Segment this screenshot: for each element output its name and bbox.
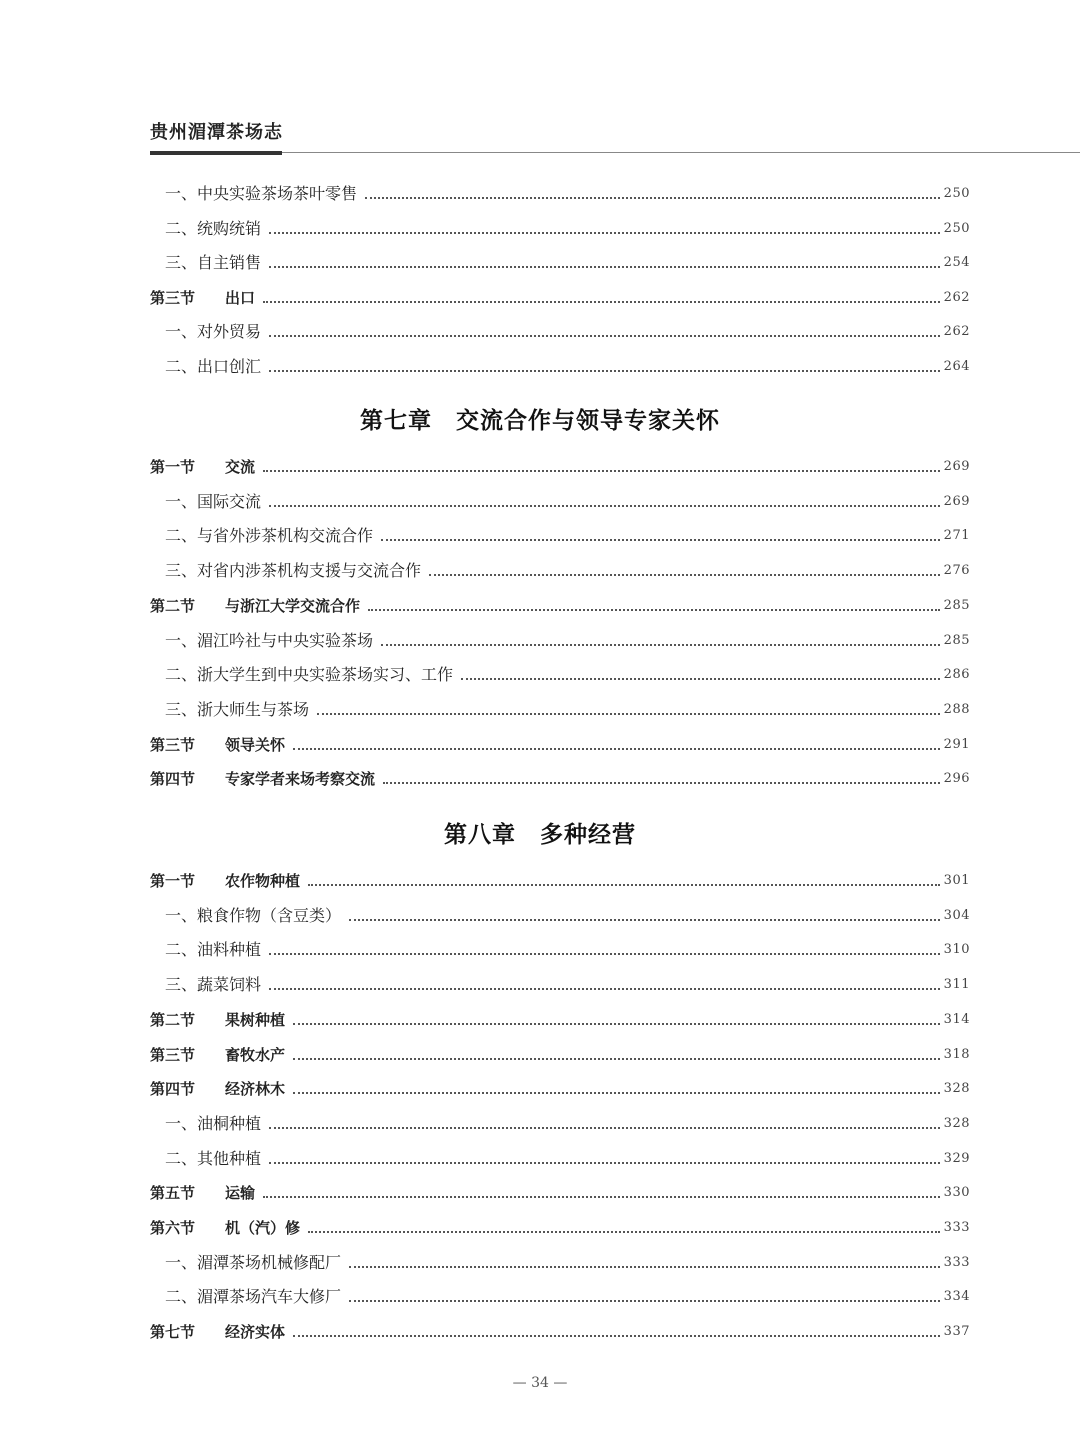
header-rule <box>150 152 1080 153</box>
page-ref: 329 <box>943 1150 970 1166</box>
toc-subentry[interactable] <box>165 1249 970 1273</box>
dot-leader <box>269 505 940 507</box>
dot-leader <box>269 988 940 990</box>
page-ref: 311 <box>943 977 970 993</box>
section-number: 第五节 <box>150 1184 196 1203</box>
page-ref: 291 <box>943 736 970 752</box>
entry-title: 三、对省内涉茶机构支援与交流合作 <box>165 561 422 581</box>
page-ref: 269 <box>943 493 970 509</box>
page-ref: 330 <box>943 1185 970 1201</box>
entry-title: 一、中央实验茶场茶叶零售 <box>165 184 358 203</box>
toc-section-entry[interactable] <box>150 1006 970 1030</box>
page-number: — 34 — <box>512 1375 568 1391</box>
section-number: 第六节 <box>150 1219 196 1237</box>
toc-subentry[interactable] <box>165 661 970 685</box>
entry-title: 一、粮食作物（含豆类） <box>165 905 342 925</box>
chapter-title-7: 第七章 交流合作与领导专家关怀 <box>360 407 720 434</box>
section-number: 第二节 <box>150 596 196 615</box>
toc-subentry[interactable] <box>165 557 970 581</box>
entry-title: 专家学者来场考察交流 <box>225 770 376 789</box>
entry-title: 经济实体 <box>225 1323 286 1342</box>
toc-subentry[interactable] <box>165 1145 970 1169</box>
toc-subentry[interactable] <box>165 488 970 512</box>
toc-subentry[interactable] <box>165 522 970 546</box>
toc-section-entry[interactable] <box>150 284 970 308</box>
page-ref: 328 <box>943 1115 970 1131</box>
dot-leader <box>269 266 940 268</box>
dot-leader <box>349 1266 940 1268</box>
toc-section-entry[interactable] <box>150 592 970 616</box>
dot-leader <box>269 1127 940 1129</box>
dot-leader <box>293 748 940 750</box>
section-number: 第三节 <box>150 735 196 754</box>
entry-title: 二、湄潭茶场汽车大修厂 <box>165 1287 342 1307</box>
entry-title: 一、湄潭茶场机械修配厂 <box>165 1252 342 1272</box>
entry-title: 农作物种植 <box>225 872 301 890</box>
entry-title: 三、浙大师生与茶场 <box>165 699 310 719</box>
section-number: 第一节 <box>150 458 196 476</box>
entry-title: 一、国际交流 <box>165 491 262 511</box>
page-ref: 318 <box>943 1046 970 1062</box>
page-ref: 269 <box>943 459 970 474</box>
dot-leader <box>293 1335 940 1337</box>
entry-title: 一、油桐种植 <box>165 1113 262 1133</box>
dot-leader <box>383 782 940 784</box>
toc-subentry[interactable] <box>165 971 970 995</box>
toc-section-entry[interactable] <box>150 1318 970 1342</box>
page-ref: 301 <box>943 873 970 888</box>
page-ref: 285 <box>943 632 970 648</box>
dot-leader <box>317 713 940 715</box>
section-number: 第七节 <box>150 1323 196 1342</box>
entry-title: 三、自主销售 <box>165 253 262 273</box>
entry-title: 二、浙大学生到中央实验茶场实习、工作 <box>165 665 454 685</box>
page-ref: 254 <box>943 255 970 271</box>
entry-title: 二、统购统销 <box>165 218 262 238</box>
section-number: 第三节 <box>150 288 196 307</box>
entry-title: 与浙江大学交流合作 <box>225 596 361 615</box>
section-number: 第三节 <box>150 1045 196 1064</box>
dot-leader <box>461 678 940 680</box>
entry-title: 二、出口创汇 <box>165 357 262 376</box>
dot-leader <box>365 197 940 199</box>
entry-title: 机（汽）修 <box>225 1219 301 1237</box>
entry-title: 二、油料种植 <box>165 940 262 960</box>
dot-leader <box>293 1023 940 1025</box>
page-ref: 250 <box>943 186 970 201</box>
page-ref: 296 <box>943 771 970 787</box>
entry-title: 一、对外贸易 <box>165 322 262 342</box>
dot-leader <box>349 1300 940 1302</box>
dot-leader <box>293 1092 940 1094</box>
toc-section-entry[interactable] <box>150 1075 970 1099</box>
entry-title: 三、蔬菜饲料 <box>165 975 262 995</box>
page-ref: 264 <box>943 359 970 374</box>
dot-leader <box>308 884 940 886</box>
page-ref: 271 <box>943 528 970 544</box>
page-ref: 285 <box>943 597 970 613</box>
entry-title: 运输 <box>225 1184 256 1203</box>
dot-leader <box>269 953 940 955</box>
running-header: 贵州湄潭茶场志 <box>150 122 283 143</box>
dot-leader <box>269 370 940 372</box>
section-number: 第二节 <box>150 1010 196 1029</box>
dot-leader <box>263 301 940 303</box>
toc-subentry[interactable] <box>165 353 970 377</box>
page-ref: 337 <box>943 1324 970 1340</box>
toc-subentry[interactable] <box>165 936 970 960</box>
page-ref: 276 <box>943 563 970 579</box>
entry-title: 领导关怀 <box>225 735 286 754</box>
entry-title: 出口 <box>225 288 256 307</box>
toc-subentry[interactable] <box>165 215 970 239</box>
toc-subentry[interactable] <box>165 627 970 651</box>
toc-section-entry[interactable] <box>150 1041 970 1065</box>
toc-section-entry[interactable] <box>150 867 970 891</box>
toc-subentry[interactable] <box>165 180 970 204</box>
toc-subentry[interactable] <box>165 318 970 342</box>
dot-leader <box>263 470 940 472</box>
toc-section-entry[interactable] <box>150 453 970 477</box>
dot-leader <box>269 232 940 234</box>
page-ref: 262 <box>943 324 970 340</box>
header-rule-accent <box>150 151 282 155</box>
toc-section-entry[interactable] <box>150 731 970 755</box>
dot-leader <box>368 609 940 611</box>
chapter-title-8: 第八章 多种经营 <box>444 821 636 848</box>
page-ref: 334 <box>943 1289 970 1305</box>
page-ref: 314 <box>943 1011 970 1027</box>
page-ref: 328 <box>943 1081 970 1097</box>
page-ref: 250 <box>943 220 970 236</box>
page-ref: 262 <box>943 289 970 305</box>
page-ref: 286 <box>943 667 970 683</box>
toc-subentry[interactable] <box>165 902 970 926</box>
dot-leader <box>349 919 940 921</box>
toc-section-entry[interactable] <box>150 1179 970 1203</box>
dot-leader <box>269 1162 940 1164</box>
entry-title: 畜牧水产 <box>225 1045 286 1064</box>
toc-subentry[interactable] <box>165 696 970 720</box>
page-ref: 333 <box>943 1254 970 1270</box>
entry-title: 二、其他种植 <box>165 1148 262 1168</box>
toc-subentry[interactable] <box>165 1110 970 1134</box>
dot-leader <box>381 539 940 541</box>
dot-leader <box>269 335 940 337</box>
entry-title: 经济林木 <box>225 1080 286 1099</box>
dot-leader <box>308 1231 940 1233</box>
entry-title: 一、湄江吟社与中央实验茶场 <box>165 630 374 650</box>
section-number: 第一节 <box>150 872 196 890</box>
page-ref: 310 <box>943 942 970 958</box>
toc-subentry[interactable] <box>165 249 970 273</box>
entry-title: 果树种植 <box>225 1010 286 1029</box>
entry-title: 二、与省外涉茶机构交流合作 <box>165 526 374 546</box>
dot-leader <box>263 1196 940 1198</box>
dot-leader <box>381 644 940 646</box>
page-ref: 333 <box>943 1220 970 1235</box>
page-ref: 304 <box>943 907 970 923</box>
page-ref: 288 <box>943 701 970 717</box>
toc-subentry[interactable] <box>165 1283 970 1307</box>
dot-leader <box>429 574 940 576</box>
toc-section-entry[interactable] <box>150 765 970 789</box>
entry-title: 交流 <box>225 458 256 476</box>
dot-leader <box>293 1058 940 1060</box>
toc-section-entry[interactable] <box>150 1214 970 1238</box>
section-number: 第四节 <box>150 1080 196 1099</box>
section-number: 第四节 <box>150 770 196 789</box>
